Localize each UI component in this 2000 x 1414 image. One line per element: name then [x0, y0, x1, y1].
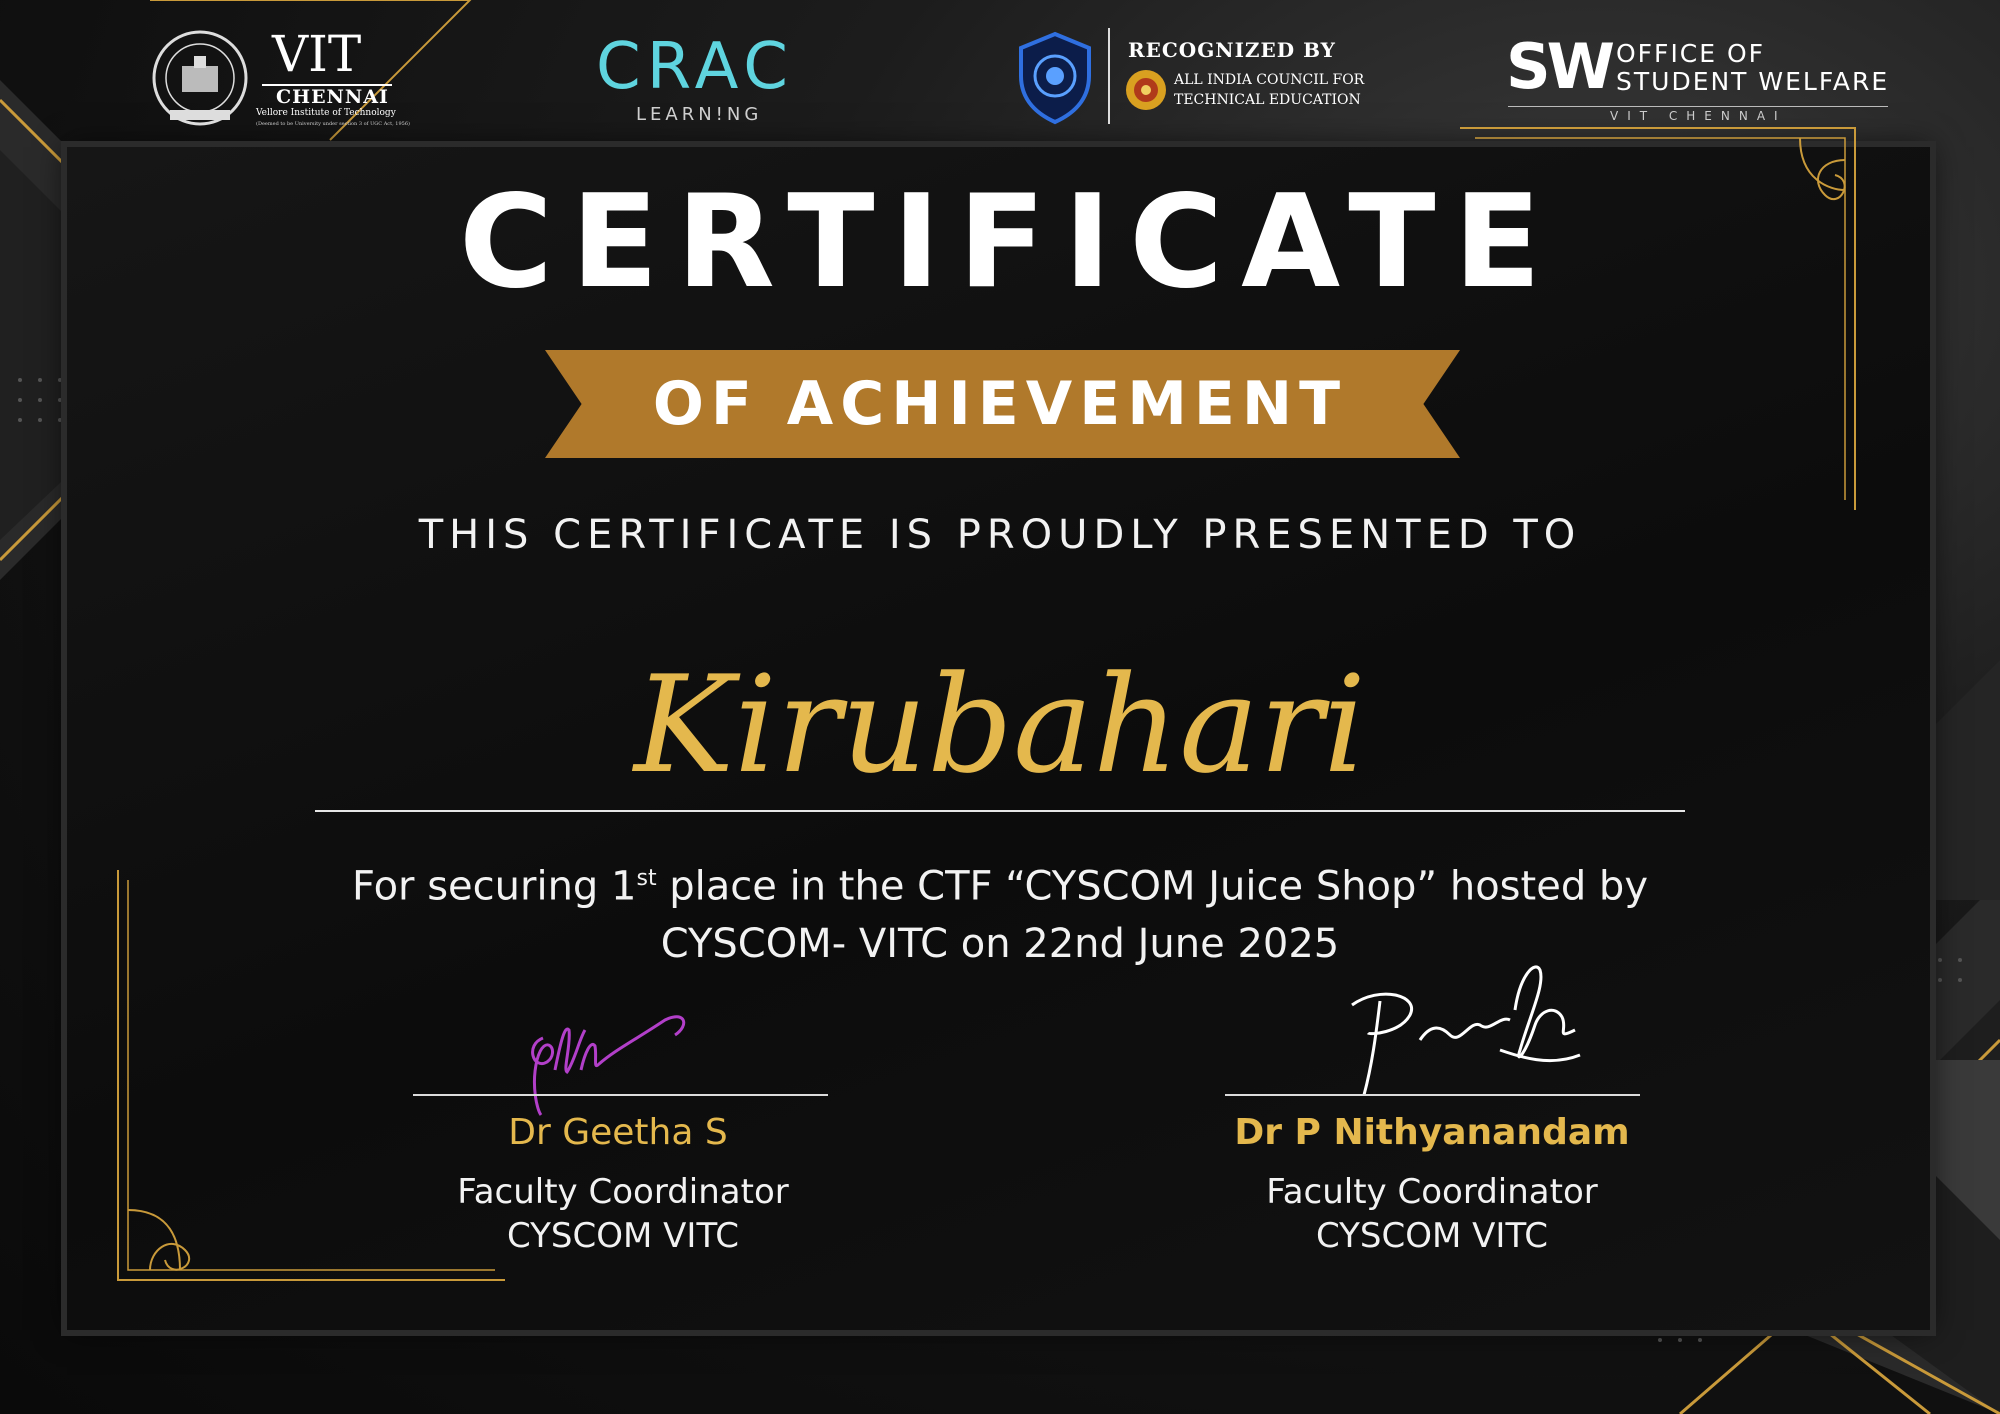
aicte-line2: TECHNICAL EDUCATION	[1174, 92, 1361, 108]
certificate-subtitle: OF ACHIEVEMENT	[652, 369, 1348, 439]
vit-seal-icon	[150, 28, 250, 128]
osw-logo-line1: OFFICE OF	[1616, 39, 1766, 68]
description-line-1	[0, 850, 2000, 915]
vit-logo-city: CHENNAI	[276, 86, 389, 108]
description-ordinal: st	[636, 866, 657, 891]
aicte-line1: ALL INDIA COUNCIL FOR	[1174, 72, 1365, 88]
signatory-1-org: CYSCOM VITC	[507, 1216, 739, 1256]
crac-logo-sub: LEARN!NG	[636, 104, 763, 125]
crac-logo-name: CRAC	[596, 30, 794, 104]
vit-logo-name: VIT	[272, 25, 362, 83]
signatory-1-name: Dr Geetha S	[508, 1112, 728, 1153]
aicte-heading: RECOGNIZED BY	[1128, 38, 1336, 62]
signatory-2-org: CYSCOM VITC	[1316, 1216, 1548, 1256]
certificate-title: CERTIFICATE	[459, 168, 1559, 317]
description-text-2: place in the CTF “CYSCOM Juice Shop” hosted by	[656, 863, 1648, 910]
shield-icon	[1015, 30, 1095, 125]
recipient-name: Kirubahari	[633, 647, 1367, 803]
description-text-1: For securing 1	[352, 863, 637, 910]
osw-logo-line3: VIT CHENNAI	[1610, 109, 1787, 123]
osw-logo-line2: STUDENT WELFARE	[1616, 67, 1890, 96]
signature-right	[1340, 955, 1600, 1105]
vit-logo-tagline: (Deemed to be University under section 3 of UGC Act, 1956)	[256, 121, 410, 127]
recipient-underline	[315, 810, 1685, 812]
presented-to-text: THIS CERTIFICATE IS PROUDLY PRESENTED TO	[418, 512, 1582, 558]
description-line-2: CYSCOM- VITC on 22nd June 2025	[660, 921, 1340, 967]
signatory-2-name: Dr P Nithyanandam	[1234, 1112, 1630, 1153]
osw-logo-rule	[1508, 106, 1888, 107]
signature-line-right	[1225, 1094, 1640, 1096]
aicte-emblem-icon	[1124, 68, 1168, 112]
aicte-divider	[1108, 28, 1110, 124]
signature-left	[515, 1000, 715, 1120]
vit-logo-fullname: Vellore Institute of Technology	[256, 108, 396, 118]
signatory-2-role: Faculty Coordinator	[1266, 1172, 1598, 1212]
signatory-1-role: Faculty Coordinator	[457, 1172, 789, 1212]
osw-logo-mark: SW	[1506, 30, 1612, 103]
signature-line-left	[413, 1094, 828, 1096]
